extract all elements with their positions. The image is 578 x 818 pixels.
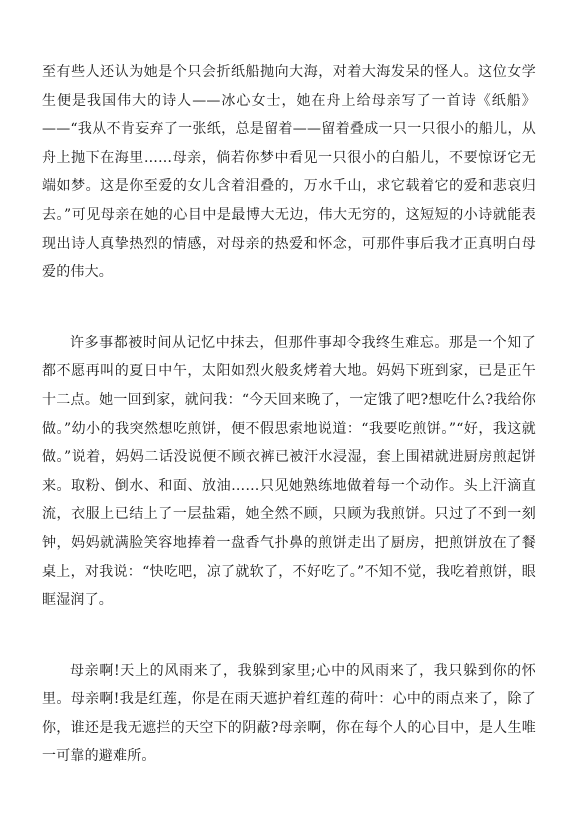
paragraph-3: 母亲啊!天上的风雨来了，我躲到家里;心中的风雨来了，我只躲到你的怀里。母亲啊!我是红莲，你是在雨天遮护着红莲的荷叶：心中的雨点来了，除了你，谁还是我无遮拦的天空下的阴蔽?母亲啊，你在每个人的心目中，是人生唯一可靠的避难所。 [42,662,536,765]
paragraph-spacer [42,287,536,329]
paragraph-1: 至有些人还认为她是个只会折纸船抛向大海，对着大海发呆的怪人。这位女学生便是我国伟大的诗人——冰心女士，她在舟上给母亲写了一首诗《纸船》——“我从不肯妄弃了一张纸，总是留着——留着叠成一只一只很小的船儿，从舟上抛下在海里……母亲，倘若你梦中看见一只很小的白船儿，不要惊讶它无端如梦。这是你至爱的女儿含着泪叠的，万水千山，求它载着它的爱和悲哀归去。”可见母亲在她的心目中是最博大无边，伟大无穷的，这短短的小诗就能表现出诗人真挚热烈的情感，对母亲的热爱和怀念，可那件事后我才正真明白母爱的伟大。 [42,64,536,281]
paragraph-2: 许多事都被时间从记忆中抹去，但那件事却令我终生难忘。那是一个知了都不愿再叫的夏日中午，太阳如烈火般炙烤着大地。妈妈下班到家，已是正午十二点。她一回到家，就问我：“今天回来晚了，一定饿了吧?想吃什么?我给你做。”幼小的我突然想吃煎饼，便不假思索地说道：“我要吃煎饼。”“好，我这就做。”说着，妈妈二话没说便不顾衣裤已被汗水浸湿，套上围裙就进厨房煎起饼来。取粉、倒水、和面、放油……只见她熟练地做着每一个动作。头上汗滴直流，衣服上已结上了一层盐霜，她全然不顾，只顾为我煎饼。只过了不到一刻钟，妈妈就满脸笑容地捧着一盘香气扑鼻的煎饼走出了厨房，把煎饼放在了餐桌上，对我说：“快吃吧，凉了就软了，不好吃了。”不知不觉，我吃着煎饼，眼眶湿润了。 [42,334,536,609]
paragraph-spacer [42,615,536,657]
